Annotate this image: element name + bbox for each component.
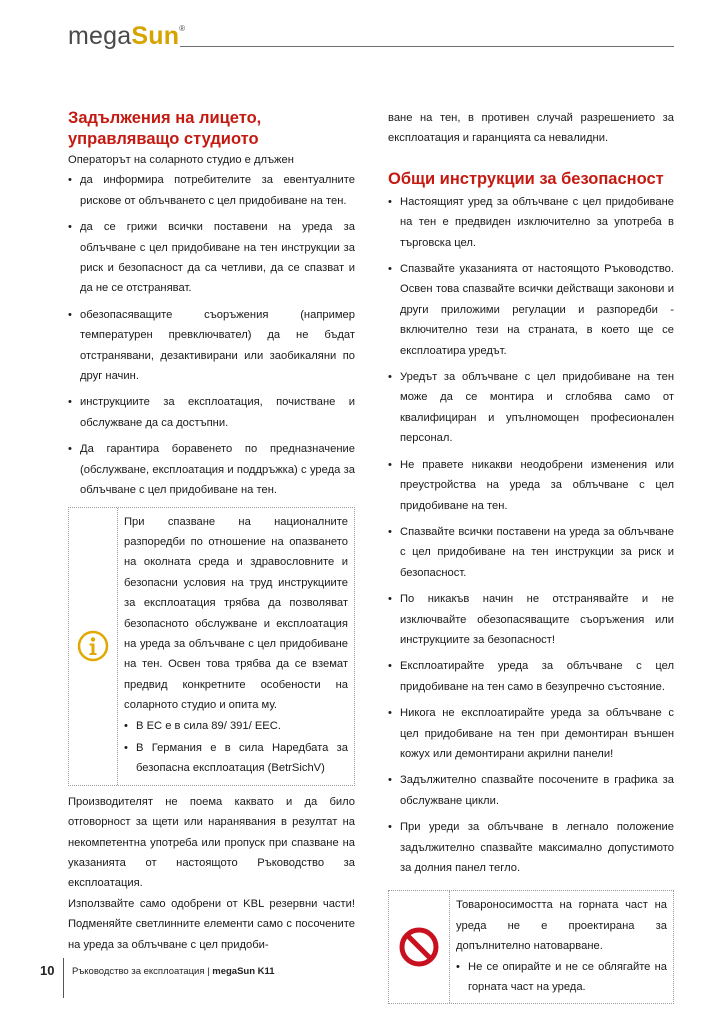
page-number: 10 [40, 963, 55, 978]
prohibition-icon [399, 927, 439, 967]
list-item: • Спазвайте указанията от настоящото Ръководство. Освен това спазвайте всички действащи законови и други приложими регулации и разпоредби - включително тези на страната, в което ще се експлоатира уредът. [388, 259, 674, 361]
list-item: • При уреди за облъчване в легнало положение задължително спазвайте максимално допустимото за долния панел тегло. [388, 817, 674, 878]
footer-text: Ръководство за експлоатация | megaSun K11 [72, 966, 275, 977]
list-item: • Да гарантира боравенето по предназначение (обслужване, експлоатация и поддръжка) с уреда за облъчване с цел придобиване на тен. [68, 439, 355, 500]
brand-logo: megaSun® [68, 22, 186, 50]
info-icon-cell [69, 508, 118, 785]
spare-parts-paragraph: Използвайте само одобрени от KBL резервни части! Подменяйте светлинните елементи само с посочените на уреда за облъчване с цел придоби- [68, 897, 355, 951]
info-notice-text [118, 508, 354, 785]
prohibition-icon-cell [389, 891, 450, 1003]
operator-duties-list [68, 170, 355, 500]
list-item: • По никакъв начин не отстранявайте и не изключвайте обезопасяващите съоръжения или инструкциите за безопасност! [388, 589, 674, 650]
warning-notice-paragraph: Товароносимостта на горната част на уреда не е проектирана за допълнително натоварване. [456, 899, 667, 953]
list-item: • Уредът за облъчване с цел придобиване на тен може да се монтира и сглобява само от квалифициран и упълномощен професионален персонал. [388, 367, 674, 449]
list-item: • Експлоатирайте уреда за облъчване с цел придобиване на тен само в безупречно състояние. [388, 656, 674, 697]
intro-text: Операторът на соларното студио е длъжен [68, 154, 294, 166]
list-item: • В Германия е в сила Наредбата за безопасна експлоатация (BetrSichV) [124, 738, 348, 779]
list-item: • да се грижи всички поставени на уреда за облъчване с цел придобиване на тен инструкции за риск и безопасност да са четливи, да се спазват и да не се отстраняват. [68, 217, 355, 299]
list-item: • Спазвайте всички поставени на уреда за облъчване с цел придобиване на тен инструкции за риск и безопасност. [388, 522, 674, 583]
footer-divider [63, 958, 64, 998]
warning-notice-box [388, 890, 674, 1004]
info-icon [77, 630, 109, 662]
header-divider [180, 46, 674, 47]
section-heading-operator-duties: Задължения на лицето, управляващо студиото [68, 109, 262, 148]
liability-paragraph: Производителят не поема каквато и да било отговорност за щети или наранявания в резултат на некомпетентна употреба или пропуск при спазване на указанията от настоящото Ръководство за експлоатация. [68, 795, 355, 890]
list-item: • да информира потребителите за евентуалните рискове от облъчването с цел придобиване на тен. [68, 170, 355, 211]
list-item: • В ЕС е в сила 89/ 391/ EEC. [124, 716, 348, 736]
info-notice-paragraph: При спазване на националните разпоредби по отношение на опазването на околната среда и здравословните и безопасни условия на труд инструкциите за експлоатация трябва да позволяват безопасното обслужване и експлоатация на уреда за облъчване с цел придобиване на тен. Освен това трябва да се вземат предвид конкретните особености на соларното студио и опита му. [124, 515, 348, 712]
left-column [68, 108, 355, 955]
continued-paragraph: ване на тен, в противен случай разрешението за експлоатация и гаранцията са невалидни. [388, 112, 674, 145]
list-item: • Не се опирайте и не се облягайте на горната част на уреда. [456, 957, 667, 998]
list-item: • инструкциите за експлоатация, почистване и обслужване да са достъпни. [68, 392, 355, 433]
general-safety-list [388, 192, 674, 879]
right-column [388, 108, 674, 1010]
list-item: • Настоящият уред за облъчване с цел придобиване на тен е предвиден изключително за употреба в търговска цел. [388, 192, 674, 253]
list-item: • Задължително спазвайте посочените в графика за обслужване цикли. [388, 770, 674, 811]
warning-notice-list [456, 957, 667, 998]
list-item: • Никога не експлоатирайте уреда за облъчване с цел придобиване на тен при демонтиран външен кожух или демонтирани акрилни панели! [388, 703, 674, 764]
section-heading-general-safety: Общи инструкции за безопасност [388, 169, 664, 188]
warning-notice-text [450, 891, 673, 1003]
list-item: • обезопасяващите съоръжения (например температурен превключвател) да не бъдат отстранявани, дезактивирани или заобикаляни по друг начин. [68, 305, 355, 387]
info-notice-list [124, 716, 348, 779]
list-item: • Не правете никакви неодобрени изменения или преустройства на уреда за облъчване с цел придобиване на тен. [388, 455, 674, 516]
info-notice-box [68, 507, 355, 786]
